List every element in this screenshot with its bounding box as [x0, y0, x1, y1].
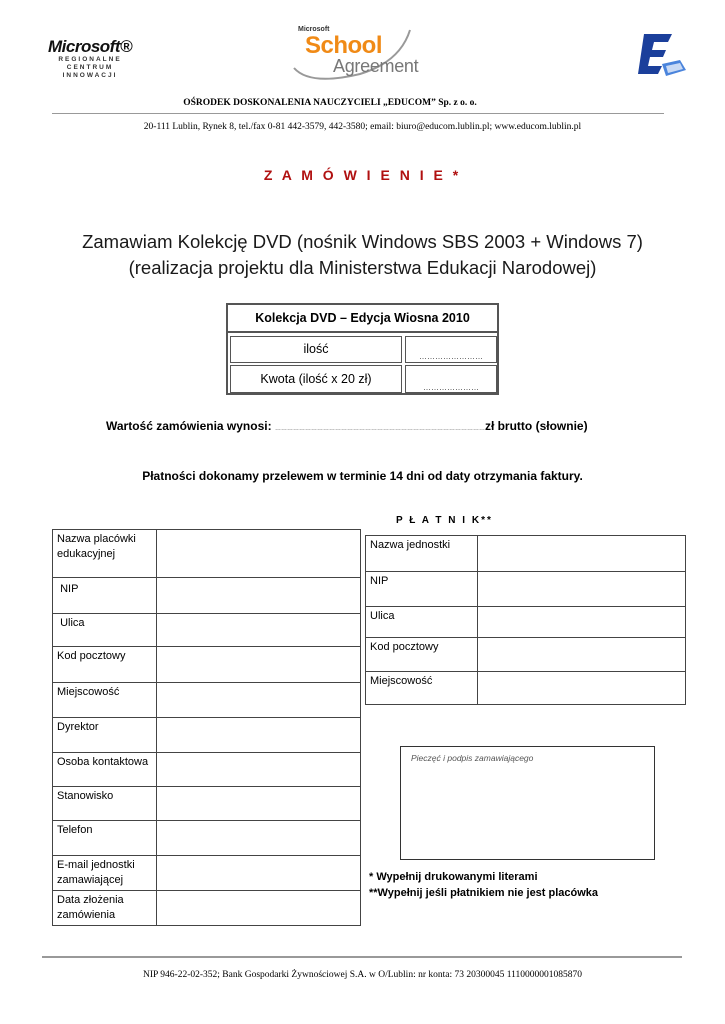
field-label: Dyrektor: [53, 718, 157, 753]
field-label: Kod pocztowy: [366, 638, 478, 672]
order-value-line: [106, 419, 588, 433]
school-agreement-logo: [290, 22, 435, 82]
payer-name-input[interactable]: [478, 536, 686, 572]
stamp-signature-box[interactable]: [400, 746, 655, 860]
form-row: [366, 638, 686, 672]
dvd-amount-value: …………………: [423, 383, 479, 392]
stamp-signature-label: Pieczęć i podpis zamawiającego: [411, 753, 534, 763]
form-row: [53, 821, 361, 856]
educom-e-logo-icon: [636, 30, 688, 80]
form-row: [366, 572, 686, 607]
dvd-amount-field[interactable]: [405, 365, 497, 393]
dvd-quantity-value: ……………………: [419, 352, 483, 361]
dvd-collection-table: [226, 303, 499, 395]
orderer-form-table: [52, 529, 361, 926]
order-headline: Zamawiam Kolekcję DVD (nośnik Windows SBS 2003 + Windows 7) (realizacja projektu dla Ministerstwa Edukacji Narodowej): [82, 231, 643, 278]
form-row: [53, 578, 361, 614]
company-name: OŚRODEK DOSKONALENIA NAUCZYCIELI „EDUCOM” Sp. z o. o.: [183, 98, 477, 108]
form-row: [53, 787, 361, 821]
order-value-field[interactable]: ……………………………………………………………………………………………: [274, 426, 485, 432]
field-label: Nazwa jednostki: [366, 536, 478, 572]
field-label: NIP: [366, 572, 478, 607]
form-row: [53, 891, 361, 926]
company-address: 20-111 Lublin, Rynek 8, tel./fax 0-81 442-3579, 442-3580; email: biuro@educom.lublin.pl; www.educom.lublin.pl: [143, 122, 582, 132]
school-agreement-ms-text: Microsoft: [298, 26, 330, 33]
field-label: Data złożenia zamówienia: [53, 891, 157, 926]
dvd-quantity-label: ilość: [230, 336, 402, 363]
header-divider: [52, 113, 664, 114]
footer-divider: [42, 956, 682, 958]
payer-heading: P Ł A T N I K**: [396, 515, 493, 526]
form-row: [53, 683, 361, 718]
form-row: [53, 647, 361, 683]
payer-nip-input[interactable]: [478, 572, 686, 607]
field-label: [53, 614, 157, 647]
orderer-phone-input[interactable]: [157, 821, 361, 856]
orderer-contact-input[interactable]: [157, 753, 361, 787]
field-label: Osoba kontaktowa: [53, 753, 157, 787]
field-label-text: Ulica: [60, 617, 85, 629]
document-title: Z A M Ó W I E N I E *: [263, 167, 462, 183]
field-label: Nazwa placówki edukacyjnej: [53, 530, 157, 578]
field-label: Telefon: [53, 821, 157, 856]
form-row: [366, 607, 686, 638]
form-row: [53, 614, 361, 647]
footer-bank-info: NIP 946-22-02-352; Bank Gospodarki Żywnościowej S.A. w O/Lublin: nr konta: 73 20300045 1110000001085870: [142, 970, 583, 980]
field-label: E-mail jednostki zamawiającej: [53, 856, 157, 891]
orderer-city-input[interactable]: [157, 683, 361, 718]
dvd-quantity-field[interactable]: [405, 336, 497, 363]
orderer-street-input[interactable]: [157, 614, 361, 647]
form-row: [366, 536, 686, 572]
microsoft-rci-logo: [44, 38, 136, 80]
field-label: [53, 578, 157, 614]
school-agreement-school-text: School: [305, 32, 383, 59]
note-payer: **Wypełnij jeśli płatnikiem nie jest placówka: [369, 887, 599, 899]
field-label: Stanowisko: [53, 787, 157, 821]
payer-form-table: [365, 535, 686, 705]
field-label: Ulica: [366, 607, 478, 638]
order-value-suffix: zł brutto (słownie): [484, 419, 588, 433]
payer-street-input[interactable]: [478, 607, 686, 638]
orderer-name-input[interactable]: [157, 530, 361, 578]
orderer-email-input[interactable]: [157, 856, 361, 891]
dvd-amount-label: Kwota (ilość x 20 zł): [230, 365, 402, 393]
field-label: Miejscowość: [53, 683, 157, 718]
field-label-text: NIP: [60, 583, 79, 595]
form-row: [53, 530, 361, 578]
field-label: Kod pocztowy: [53, 647, 157, 683]
payer-city-input[interactable]: [478, 672, 686, 705]
orderer-position-input[interactable]: [157, 787, 361, 821]
logo-sub-line-3: INNOWACJI: [62, 72, 118, 79]
orderer-director-input[interactable]: [157, 718, 361, 753]
orderer-date-input[interactable]: [157, 891, 361, 926]
orderer-nip-input[interactable]: [157, 578, 361, 614]
logo-sub-line-2: CENTRUM: [66, 64, 114, 71]
school-agreement-agreement-text: Agreement: [333, 56, 419, 76]
logo-sub-line-1: REGIONALNE: [58, 56, 122, 63]
form-row: [53, 718, 361, 753]
form-row: [366, 672, 686, 705]
orderer-postcode-input[interactable]: [157, 647, 361, 683]
note-print-letters: * Wypełnij drukowanymi literami: [369, 871, 538, 883]
payer-postcode-input[interactable]: [478, 638, 686, 672]
dvd-table-header: Kolekcja DVD – Edycja Wiosna 2010: [228, 305, 497, 333]
form-row: [53, 753, 361, 787]
microsoft-logo-text: Microsoft®: [47, 37, 133, 56]
form-row: [53, 856, 361, 891]
payment-terms: Płatności dokonamy przelewem w terminie 14 dni od daty otrzymania faktury.: [142, 469, 583, 483]
field-label: Miejscowość: [366, 672, 478, 705]
order-value-label: Wartość zamówienia wynosi:: [106, 419, 272, 433]
